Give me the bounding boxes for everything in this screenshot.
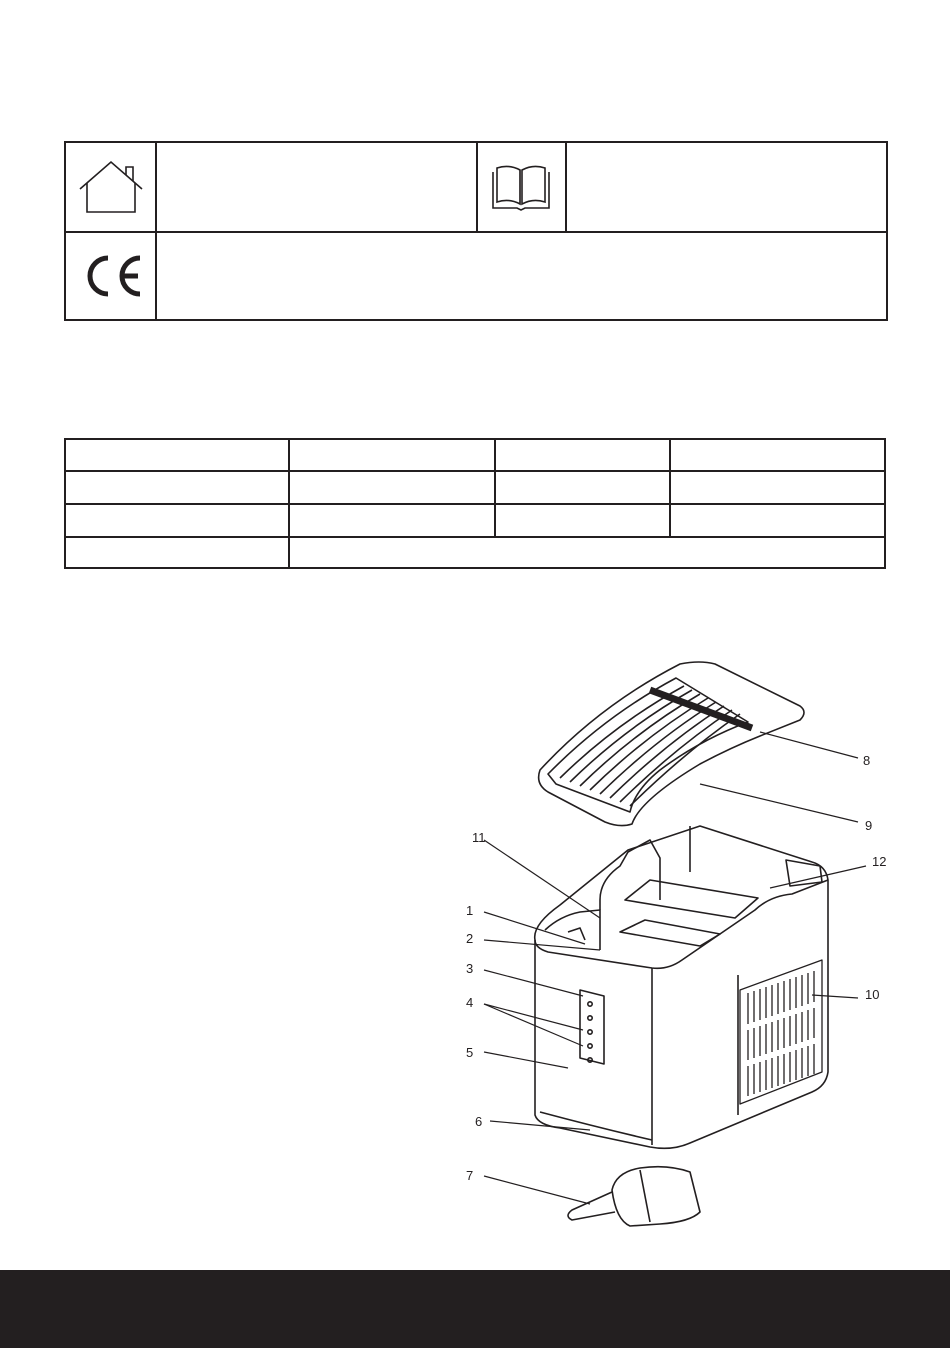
callout-leaders [484, 732, 866, 1204]
callout-numbers [466, 753, 886, 1183]
callout-9: 9 [865, 818, 873, 833]
callout-10: 10 [865, 987, 880, 1002]
control-panel [580, 990, 604, 1064]
callout-3: 3 [466, 961, 474, 976]
callout-4: 4 [466, 995, 474, 1010]
footer-bar [0, 1270, 950, 1348]
callout-2: 2 [466, 931, 474, 946]
callout-1: 1 [466, 903, 474, 918]
lid [539, 662, 804, 826]
callout-6: 6 [475, 1114, 483, 1129]
callout-7: 7 [466, 1168, 474, 1183]
callout-11: 11 [472, 830, 486, 845]
callout-8: 8 [863, 753, 871, 768]
vent-grille [740, 960, 822, 1104]
callout-12: 12 [872, 854, 887, 869]
ice-scoop [568, 1167, 700, 1226]
callout-5: 5 [466, 1045, 474, 1060]
